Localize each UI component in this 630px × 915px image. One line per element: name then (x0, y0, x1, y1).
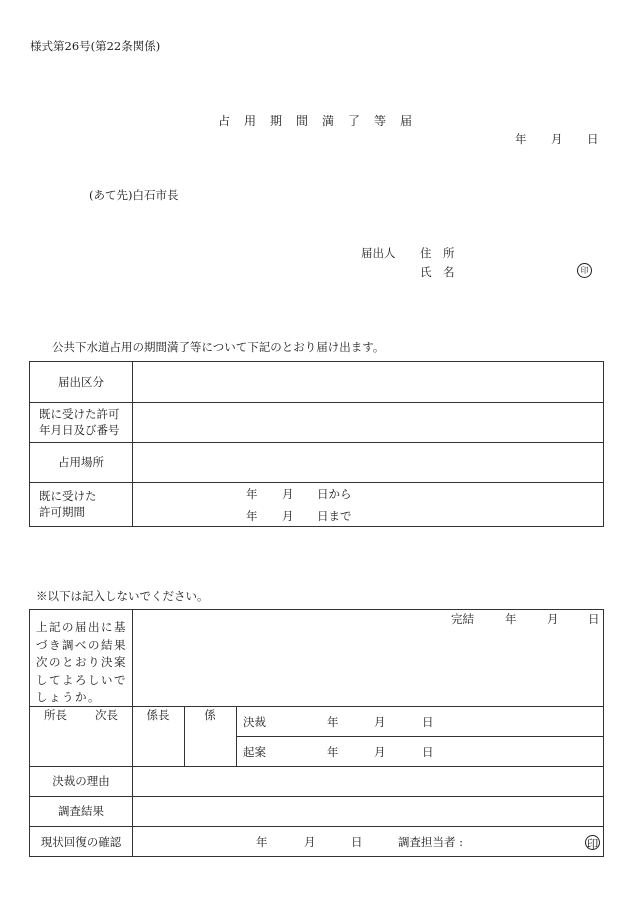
decision-year: 年 (327, 715, 339, 729)
document-title (0, 112, 630, 129)
restoration-day: 日 (351, 835, 363, 849)
period-from-year: 年 (246, 487, 258, 501)
completion-label: 完結 (451, 612, 474, 626)
period-from-month: 月 (282, 487, 294, 501)
date-year-label: 年 (515, 132, 527, 146)
position-section-chief: 係長 (146, 708, 170, 722)
title-char: 占 (217, 114, 230, 128)
drafting-month: 月 (374, 745, 386, 759)
date-month-label: 月 (551, 132, 563, 146)
title-char: 用 (243, 114, 256, 128)
prior-permit-period-label: 既に受けた (39, 489, 97, 503)
applicant-label: 届出人 (361, 246, 396, 260)
position-staff: 係 (204, 708, 216, 722)
title-char: 了 (348, 114, 361, 128)
date-day-label: 日 (587, 132, 599, 146)
office-use-table (29, 609, 604, 857)
addressee: (あて先)白石市長 (89, 188, 179, 202)
restoration-month: 月 (304, 835, 316, 849)
occupancy-location-label: 占用場所 (58, 455, 104, 469)
prior-permit-date-label: 既に受けた許可 (39, 407, 120, 421)
office-use-notice: ※以下は記入しないでください。 (36, 589, 209, 603)
completion-month: 月 (547, 612, 559, 626)
investigator-label: 調査担当者 : (398, 835, 464, 849)
title-char: 等 (374, 114, 387, 128)
notification-type-label: 届出区分 (58, 375, 104, 389)
decision-reason-label: 決裁の理由 (52, 774, 110, 788)
approval-request-text: 上記の届出に基づき調べの結果次のとおり決案してよろしいでしょうか。 (36, 620, 127, 704)
title-char: 間 (295, 114, 308, 128)
intro-text: 公共下水道占用の期間満了等について下記のとおり届け出ます。 (52, 340, 385, 354)
decision-month: 月 (374, 715, 386, 729)
decision-day: 日 (422, 715, 434, 729)
title-char: 届 (400, 114, 413, 128)
title-char: 期 (269, 114, 282, 128)
name-label: 氏 名 (420, 265, 455, 279)
investigator-seal-mark: 印 (586, 837, 599, 851)
title-char: 満 (322, 114, 335, 128)
period-to-year: 年 (246, 509, 258, 523)
period-to-month: 月 (282, 509, 294, 523)
prior-permit-period-label-2: 許可期間 (39, 505, 85, 519)
form-number: 様式第26号(第22条関係) (30, 39, 161, 53)
restoration-year: 年 (256, 835, 268, 849)
survey-result-label: 調査結果 (58, 804, 104, 818)
position-deputy: 次長 (95, 708, 118, 722)
completion-day: 日 (588, 612, 600, 626)
period-from-day: 日から (317, 487, 352, 501)
seal-mark: 印 (577, 263, 592, 278)
drafting-year: 年 (327, 745, 339, 759)
period-to-day: 日まで (317, 509, 352, 523)
decision-label: 決裁 (243, 715, 266, 729)
drafting-label: 起案 (243, 745, 266, 759)
restoration-check-label: 現状回復の確認 (40, 835, 122, 849)
address-label: 住 所 (420, 246, 455, 260)
position-director: 所長 (44, 708, 67, 722)
completion-year: 年 (505, 612, 517, 626)
prior-permit-number-label: 年月日及び番号 (39, 423, 120, 437)
drafting-day: 日 (422, 745, 434, 759)
application-table (29, 361, 604, 527)
